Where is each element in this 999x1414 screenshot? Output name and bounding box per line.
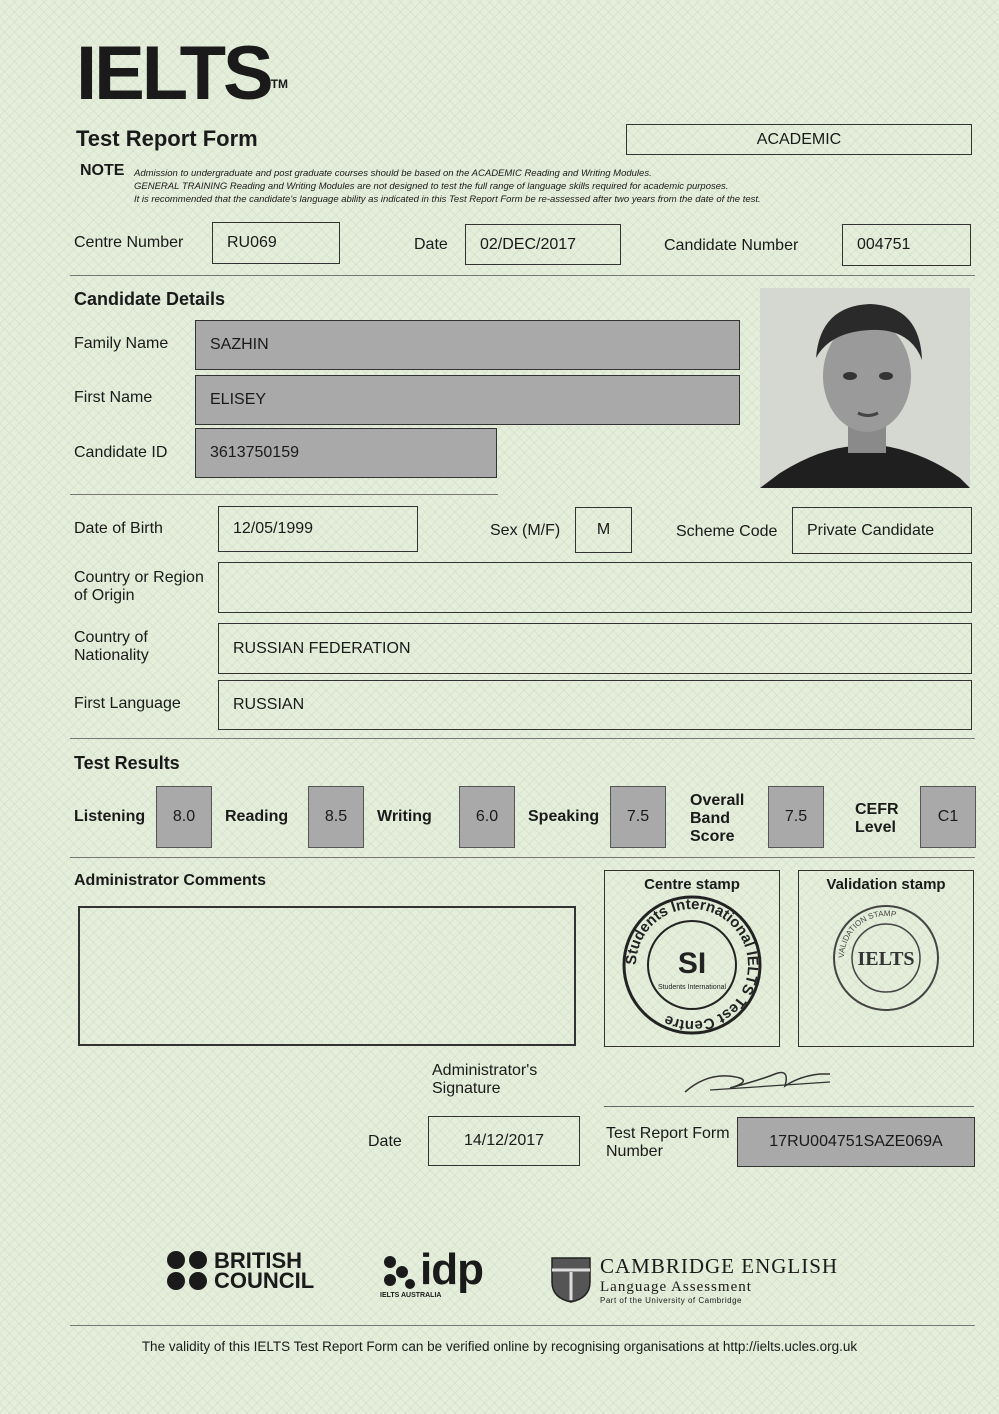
signature-label-line-2: Signature: [432, 1080, 501, 1097]
candidate-id-value: 3613750159: [210, 444, 299, 461]
footer-divider: [70, 1325, 975, 1326]
cefr-label: [855, 801, 899, 837]
divider: [70, 275, 975, 276]
centre-number-field: [212, 222, 340, 264]
candidate-id-label: Candidate ID: [74, 444, 168, 461]
overall-band-score: 7.5: [768, 786, 824, 848]
first-name-field: [195, 375, 740, 425]
sex-value: M: [596, 521, 611, 538]
british-council-text-2: COUNCIL: [214, 1268, 315, 1293]
cambridge-text-1: CAMBRIDGE ENGLISH: [600, 1254, 839, 1278]
dob-label: Date of Birth: [74, 520, 163, 537]
cambridge-english-logo: [550, 1254, 838, 1305]
centre-stamp-sub-text: Students International: [657, 984, 727, 991]
trf-label-line-1: Test Report Form: [606, 1125, 730, 1142]
nationality-label-line-2: Nationality: [74, 647, 149, 664]
first-language-field: [218, 680, 972, 730]
centre-stamp-seal: [617, 895, 767, 1035]
test-date-value: 02/DEC/2017: [480, 235, 577, 253]
overall-label-line-2: Band: [690, 810, 730, 827]
nationality-field: [218, 623, 972, 674]
first-name-value: ELISEY: [210, 391, 267, 408]
centre-stamp-box: [604, 870, 780, 1047]
idp-logo: [380, 1245, 483, 1299]
module-value: ACADEMIC: [756, 130, 842, 148]
nationality-value: RUSSIAN FEDERATION: [233, 639, 411, 657]
origin-field: [218, 562, 972, 613]
admin-comments-box: [78, 906, 576, 1046]
cefr-level-score: C1: [920, 786, 976, 848]
trademark: TM: [270, 77, 289, 91]
validation-stamp-box: [798, 870, 974, 1047]
listening-score: 8.0: [156, 786, 212, 848]
trf-number-label: [606, 1125, 730, 1161]
dob-field: [218, 506, 418, 552]
centre-stamp-label: Centre stamp: [644, 876, 740, 893]
nationality-label: [74, 629, 149, 665]
nationality-label-line-1: Country of: [74, 629, 148, 646]
scheme-code-field: [792, 507, 972, 554]
validation-stamp-label: Validation stamp: [826, 876, 946, 893]
first-language-value: RUSSIAN: [233, 696, 305, 713]
admin-date-field: [428, 1116, 580, 1166]
trf-number-field: [737, 1117, 975, 1167]
centre-number-value: RU069: [227, 234, 277, 251]
cambridge-shield-icon: [550, 1256, 592, 1304]
writing-label: Writing: [377, 808, 432, 825]
family-name-field: [195, 320, 740, 370]
cambridge-text-3: Part of the University of Cambridge: [600, 1296, 742, 1305]
sex-label: Sex (M/F): [490, 522, 561, 539]
reading-label: Reading: [225, 808, 289, 825]
candidate-details-title: Candidate Details: [74, 289, 226, 309]
signature-line: [604, 1106, 974, 1107]
divider: [70, 857, 975, 858]
divider: [70, 494, 498, 495]
listening-label: Listening: [74, 808, 146, 825]
cefr-label-line-2: Level: [855, 819, 896, 836]
divider: [70, 738, 975, 739]
scheme-code-value: Private Candidate: [807, 521, 935, 539]
test-date-field: [465, 224, 621, 265]
note-label: NOTE: [80, 162, 125, 179]
british-council-logo: [166, 1250, 314, 1292]
trf-label-line-2: Number: [606, 1143, 663, 1160]
admin-comments-label: Administrator Comments: [74, 872, 267, 889]
first-language-label: First Language: [74, 695, 181, 712]
signature-label-line-1: Administrator's: [432, 1062, 538, 1079]
candidate-photo: [760, 288, 970, 488]
sex-field: [575, 507, 632, 553]
test-date-label: Date: [414, 236, 448, 253]
first-name-label: First Name: [74, 389, 153, 406]
ielts-logo-text: IELTS: [76, 31, 271, 116]
idp-text: idp: [420, 1245, 483, 1294]
note-text: [134, 167, 894, 206]
trf-number-value: 17RU004751SAZE069A: [769, 1133, 943, 1150]
candidate-number-label: Candidate Number: [664, 237, 799, 254]
admin-date-value: 14/12/2017: [463, 1132, 545, 1149]
signature-scribble: [680, 1060, 840, 1100]
note-line-3: It is recommended that the candidate's language ability as indicated in this Test Report Form be re-assessed after two years from the date of the test.: [134, 194, 761, 205]
scheme-code-label: Scheme Code: [676, 523, 778, 540]
module-box: [626, 124, 972, 155]
note-line-1: Admission to undergraduate and post graduate courses should be based on the ACADEMIC Reading and Writing Modules.: [134, 168, 652, 179]
candidate-photo-image: [760, 288, 970, 488]
test-results-title: Test Results: [74, 753, 180, 773]
admin-signature-label: [432, 1062, 537, 1098]
form-title: Test Report Form: [76, 126, 258, 151]
validation-stamp-ring-text: VALIDATION STAMP: [836, 908, 897, 959]
note-line-2: GENERAL TRAINING Reading and Writing Modules are not designed to test the full range of language skills required for academic purposes.: [134, 181, 729, 192]
validity-notice: The validity of this IELTS Test Report Form can be verified online by recognising organisations at http://ielts.ucles.org.uk: [141, 1339, 858, 1354]
candidate-number-value: 004751: [857, 236, 911, 253]
origin-label-line-1: Country or Region: [74, 569, 204, 586]
centre-number-label: Centre Number: [74, 234, 184, 251]
ielts-logo: [76, 31, 289, 116]
speaking-label: Speaking: [528, 808, 600, 825]
british-council-text-1: BRITISH: [214, 1248, 302, 1273]
british-council-dots-icon: [166, 1250, 210, 1292]
overall-label-line-3: Score: [690, 828, 735, 845]
centre-stamp-core-text: SI: [677, 947, 707, 980]
origin-label-line-2: of Origin: [74, 587, 135, 604]
origin-label: [74, 569, 204, 605]
writing-score: 6.0: [459, 786, 515, 848]
admin-date-label: Date: [368, 1133, 402, 1150]
cefr-label-line-1: CEFR: [855, 801, 899, 818]
validation-stamp-seal: [826, 903, 946, 1013]
dob-value: 12/05/1999: [233, 520, 314, 537]
idp-sub-text: IELTS AUSTRALIA: [380, 1292, 442, 1299]
overall-label-line-1: Overall: [690, 792, 745, 809]
cambridge-text-2: Language Assessment: [600, 1279, 752, 1295]
overall-band-label: [690, 792, 744, 846]
candidate-number-field: [842, 224, 971, 266]
idp-mark-icon: [380, 1252, 420, 1290]
candidate-id-field: [195, 428, 497, 478]
validation-stamp-core-text: IELTS: [857, 948, 915, 970]
reading-score: 8.5: [308, 786, 364, 848]
centre-stamp-ring-text: Students International IELTS Test Centre: [622, 895, 762, 1035]
family-name-label: Family Name: [74, 335, 169, 352]
speaking-score: 7.5: [610, 786, 666, 848]
family-name-value: SAZHIN: [210, 336, 269, 353]
